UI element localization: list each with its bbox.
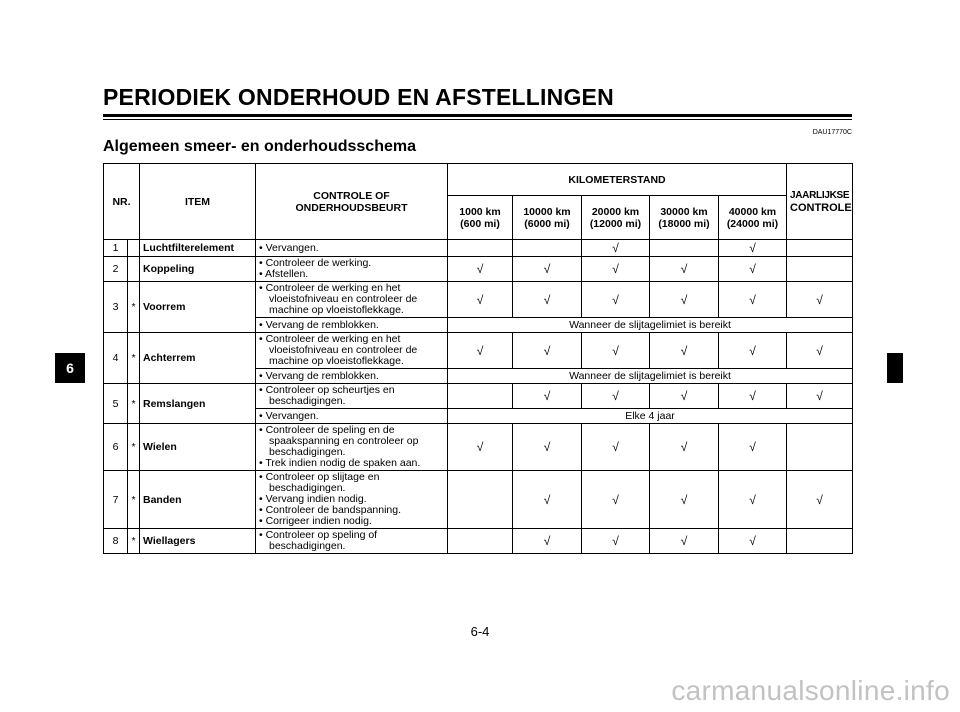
title-rule bbox=[103, 114, 852, 117]
empty-cell bbox=[448, 471, 513, 529]
header-interval bbox=[719, 196, 787, 240]
control-action-line: • Controleer de werking. bbox=[259, 257, 372, 269]
header-interval bbox=[448, 196, 513, 240]
interval-note: Wanneer de slijtagelimiet is bereikt bbox=[448, 318, 853, 333]
check-mark: √ bbox=[719, 257, 787, 282]
check-mark: √ bbox=[582, 384, 650, 409]
section-title: PERIODIEK ONDERHOUD EN AFSTELLINGEN bbox=[103, 84, 614, 110]
item-name: Luchtfilterelement bbox=[140, 240, 256, 257]
table-row bbox=[104, 424, 853, 471]
dealer-service-marker: * bbox=[128, 424, 140, 471]
table-row bbox=[104, 240, 853, 257]
item-name: Wiellagers bbox=[140, 529, 256, 554]
check-mark: √ bbox=[719, 424, 787, 471]
dealer-service-marker: * bbox=[128, 333, 140, 384]
row-number: 4 bbox=[104, 333, 128, 384]
item-name: Koppeling bbox=[140, 257, 256, 282]
check-mark: √ bbox=[582, 282, 650, 318]
maintenance-schedule-table bbox=[103, 163, 853, 554]
check-mark: √ bbox=[582, 424, 650, 471]
check-mark: √ bbox=[787, 282, 853, 318]
interval-mi: (18000 mi) bbox=[658, 217, 710, 230]
control-action-line: • Controleer op scheurtjes en beschadigingen. bbox=[259, 384, 395, 407]
check-mark: √ bbox=[513, 282, 582, 318]
check-mark: √ bbox=[787, 471, 853, 529]
table-row bbox=[104, 257, 853, 282]
control-action-line: • Corrigeer indien nodig. bbox=[259, 515, 372, 527]
interval-km: 40000 km bbox=[728, 205, 777, 218]
check-mark: √ bbox=[582, 333, 650, 369]
check-mark: √ bbox=[719, 240, 787, 257]
schedule-subtitle: Algemeen smeer- en onderhoudsschema bbox=[103, 138, 416, 155]
header-annual-line2: CONTROLE bbox=[790, 201, 852, 214]
control-action bbox=[256, 282, 448, 318]
dealer-service-marker: * bbox=[128, 282, 140, 333]
table-row bbox=[104, 529, 853, 554]
interval-mi: (600 mi) bbox=[460, 217, 500, 230]
chapter-tab-marker bbox=[887, 353, 903, 383]
row-number: 5 bbox=[104, 384, 128, 424]
check-mark: √ bbox=[513, 384, 582, 409]
control-action-line: • Controleer de bandspanning. bbox=[259, 504, 402, 516]
table-row bbox=[104, 333, 853, 369]
control-action bbox=[256, 471, 448, 529]
control-action bbox=[256, 384, 448, 409]
header-annual-check bbox=[787, 164, 853, 240]
check-mark: √ bbox=[513, 424, 582, 471]
dealer-service-marker bbox=[128, 240, 140, 257]
control-action-line: • Vervangen. bbox=[259, 409, 319, 422]
dealer-service-marker bbox=[128, 257, 140, 282]
page-number: 6-4 bbox=[470, 624, 490, 639]
dealer-service-marker: * bbox=[128, 471, 140, 529]
empty-cell bbox=[787, 257, 853, 282]
check-mark: √ bbox=[650, 257, 719, 282]
empty-cell bbox=[448, 384, 513, 409]
table-row bbox=[104, 282, 853, 318]
control-action-line: • Controleer op speling of beschadigingen. bbox=[259, 529, 378, 552]
row-number: 7 bbox=[104, 471, 128, 529]
table-row bbox=[104, 471, 853, 529]
control-action bbox=[256, 333, 448, 369]
control-action-line: • Controleer de werking en het vloeistofniveau en controleer de machine op vloeistoflekkage. bbox=[259, 282, 418, 316]
empty-cell bbox=[787, 240, 853, 257]
empty-cell bbox=[513, 240, 582, 257]
header-interval bbox=[650, 196, 719, 240]
header-control: CONTROLE OF ONDERHOUDSBEURT bbox=[256, 164, 448, 240]
check-mark: √ bbox=[513, 529, 582, 554]
header-item: ITEM bbox=[140, 164, 256, 240]
interval-km: 30000 km bbox=[660, 205, 708, 218]
check-mark: √ bbox=[582, 257, 650, 282]
control-action bbox=[256, 240, 448, 257]
control-action-line: • Vervang de remblokken. bbox=[259, 318, 379, 331]
control-action-line: • Controleer de werking en het vloeistofniveau en controleer de machine op vloeistoflekkage. bbox=[259, 333, 418, 367]
control-action-line: • Controleer de speling en de spaakspanning en controleer op beschadigingen. bbox=[259, 424, 419, 458]
check-mark: √ bbox=[513, 471, 582, 529]
interval-note: Elke 4 jaar bbox=[448, 409, 853, 424]
check-mark: √ bbox=[650, 333, 719, 369]
control-action bbox=[256, 257, 448, 282]
check-mark: √ bbox=[719, 384, 787, 409]
check-mark: √ bbox=[650, 282, 719, 318]
check-mark: √ bbox=[582, 471, 650, 529]
control-action bbox=[256, 409, 448, 424]
check-mark: √ bbox=[650, 424, 719, 471]
control-action-line: • Controleer op slijtage en beschadigingen. bbox=[259, 471, 380, 494]
header-interval bbox=[582, 196, 650, 240]
control-action-line: • Vervang indien nodig. bbox=[259, 493, 367, 505]
chapter-tab bbox=[55, 353, 85, 383]
table-row bbox=[104, 384, 853, 409]
row-number: 8 bbox=[104, 529, 128, 554]
control-action-line: • Vervang de remblokken. bbox=[259, 369, 379, 382]
check-mark: √ bbox=[650, 471, 719, 529]
dealer-service-marker: * bbox=[128, 384, 140, 424]
row-number: 2 bbox=[104, 257, 128, 282]
item-name: Wielen bbox=[140, 424, 256, 471]
check-mark: √ bbox=[582, 240, 650, 257]
control-action bbox=[256, 318, 448, 333]
interval-note: Wanneer de slijtagelimiet is bereikt bbox=[448, 369, 853, 384]
control-action bbox=[256, 424, 448, 471]
header-interval bbox=[513, 196, 582, 240]
item-name: Remslangen bbox=[140, 384, 256, 424]
interval-km: 1000 km bbox=[459, 205, 501, 218]
empty-cell bbox=[650, 240, 719, 257]
interval-mi: (12000 mi) bbox=[589, 217, 642, 230]
check-mark: √ bbox=[719, 333, 787, 369]
check-mark: √ bbox=[448, 424, 513, 471]
control-action-line: • Afstellen. bbox=[259, 268, 309, 280]
item-name: Voorrem bbox=[140, 282, 256, 333]
interval-km: 20000 km bbox=[591, 205, 640, 218]
row-number: 1 bbox=[104, 240, 128, 257]
check-mark: √ bbox=[650, 384, 719, 409]
check-mark: √ bbox=[582, 529, 650, 554]
chapter-number: 6 bbox=[66, 360, 74, 376]
control-action-line: • Trek indien nodig de spaken aan. bbox=[259, 457, 421, 469]
check-mark: √ bbox=[513, 333, 582, 369]
item-name: Achterrem bbox=[140, 333, 256, 384]
check-mark: √ bbox=[719, 282, 787, 318]
header-nr: NR. bbox=[104, 164, 140, 240]
document-code: DAU17770C bbox=[812, 129, 852, 136]
title-rule-thin bbox=[103, 119, 852, 120]
control-action bbox=[256, 369, 448, 384]
check-mark: √ bbox=[719, 529, 787, 554]
interval-mi: (6000 mi) bbox=[524, 217, 570, 230]
check-mark: √ bbox=[719, 471, 787, 529]
header-odometer: KILOMETERSTAND bbox=[448, 164, 787, 196]
empty-cell bbox=[448, 240, 513, 257]
check-mark: √ bbox=[448, 257, 513, 282]
check-mark: √ bbox=[787, 384, 853, 409]
check-mark: √ bbox=[513, 257, 582, 282]
dealer-service-marker: * bbox=[128, 529, 140, 554]
empty-cell bbox=[448, 529, 513, 554]
check-mark: √ bbox=[650, 529, 719, 554]
empty-cell bbox=[787, 529, 853, 554]
item-name: Banden bbox=[140, 471, 256, 529]
control-action bbox=[256, 529, 448, 554]
row-number: 3 bbox=[104, 282, 128, 333]
header-annual-line1: JAARLIJKSE bbox=[790, 189, 850, 201]
control-action-line: • Vervangen. bbox=[259, 241, 319, 254]
check-mark: √ bbox=[448, 282, 513, 318]
interval-mi: (24000 mi) bbox=[726, 217, 779, 230]
interval-km: 10000 km bbox=[523, 205, 571, 218]
empty-cell bbox=[787, 424, 853, 471]
row-number: 6 bbox=[104, 424, 128, 471]
check-mark: √ bbox=[787, 333, 853, 369]
watermark: carmanualsonline.info bbox=[671, 675, 950, 706]
check-mark: √ bbox=[448, 333, 513, 369]
